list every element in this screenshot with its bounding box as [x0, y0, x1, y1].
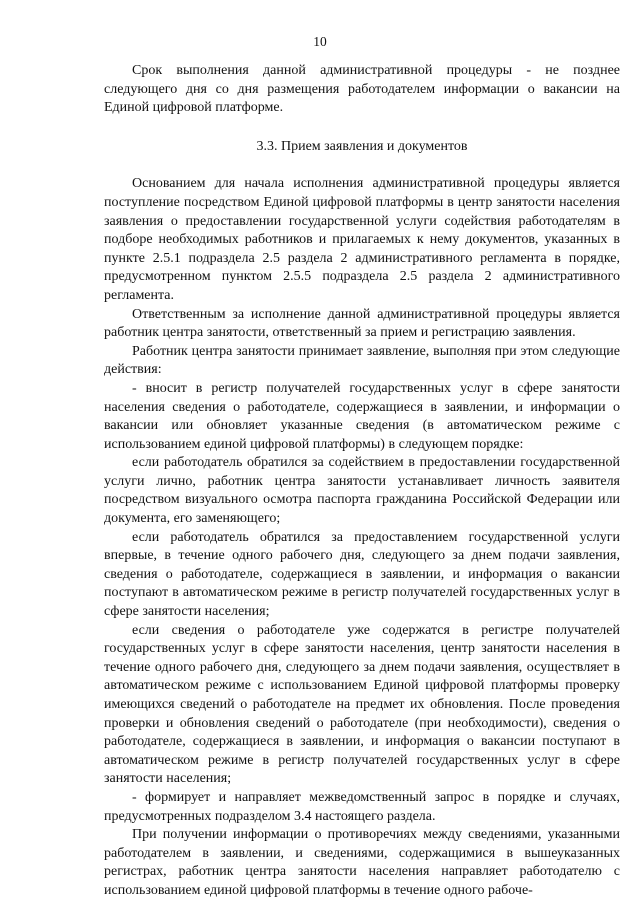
paragraph-basis: Основанием для начала исполнения административной процедуры является поступление посредством Единой цифровой платформы в центр занятости населения заявления о предоставлении государственной услуги содействия работодателям в подборе необходимых работников и прилагаемых к нему документов, указанных в пункте 2.5.1 подраздела 2.5 раздела 2 административного регламента в порядке, предусмотренном пунктом 2.5.5 подраздела 2.5 раздела 2 административного регламента.: [104, 176, 620, 303]
paragraph-action-register: - вносит в регистр получателей государственных услуг в сфере занятости населения сведения о работодателе, содержащиеся в заявлении, и информации о вакансии или обновляет указанные сведения (в автоматическом режиме с использованием единой цифровой платформы) в следующем порядке:: [104, 380, 620, 452]
paragraph-responsible: Ответственным за исполнение данной административной процедуры является работник центра занятости, ответственный за прием и регистрацию заявления.: [104, 306, 620, 341]
page-number: 10: [313, 34, 327, 49]
paragraph-contradictions: При получении информации о противоречиях между сведениями, указанными работодателем в заявлении, и сведениями, содержащимися в вышеуказанных регистрах, работник центра занятости населения направляет работодателю с использованием единой цифровой платформы в течение одного рабоче-: [104, 827, 620, 898]
section-heading: 3.3. Прием заявления и документов: [256, 138, 468, 154]
paragraph-case-first-time: если работодатель обратился за предоставлением государственной услуги впервые, в течение одного рабочего дня, следующего за днем подачи заявления, сведения о работодателе, содержащиеся в заявлении, и информация о вакансии поступают в автоматическом режиме в регистр получателей государственных услуг в сфере занятости населения;: [104, 529, 620, 620]
paragraph-case-personal: если работодатель обратился за содействием в предоставлении государственной услуги лично, работник центра занятости устанавливает личность заявителя посредством визуального осмотра паспорта гражданина Российской Федерации или документа, его заменяющего;: [104, 455, 620, 527]
paragraph-action-request: - формирует и направляет межведомственный запрос в порядке и случаях, предусмотренных подразделом 3.4 настоящего раздела.: [104, 789, 620, 824]
paragraph-case-existing: если сведения о работодателе уже содержатся в регистре получателей государственных услуг в сфере занятости населения, центр занятости населения в течение одного рабочего дня, следующего за днем подачи заявления, осуществляет в автоматическом режиме с использованием Единой цифровой платформы проверку имеющихся сведений о работодателе на предмет их обновления. После проведения проверки и обновления сведений о работодателе (при необходимости), сведения о работодателе, содержащиеся в заявлении, и информация о вакансии поступают в автоматическом режиме в регистр получателей государственных услуг в сфере занятости населения;: [104, 622, 620, 787]
paragraph-actions-intro: Работник центра занятости принимает заявление, выполняя при этом следующие действия:: [104, 343, 620, 378]
intro-paragraph: Срок выполнения данной административной процедуры - не позднее следующего дня со дня размещения работодателем информации о вакансии на Единой цифровой платформе.: [104, 63, 620, 116]
document-body: [104, 62, 620, 901]
